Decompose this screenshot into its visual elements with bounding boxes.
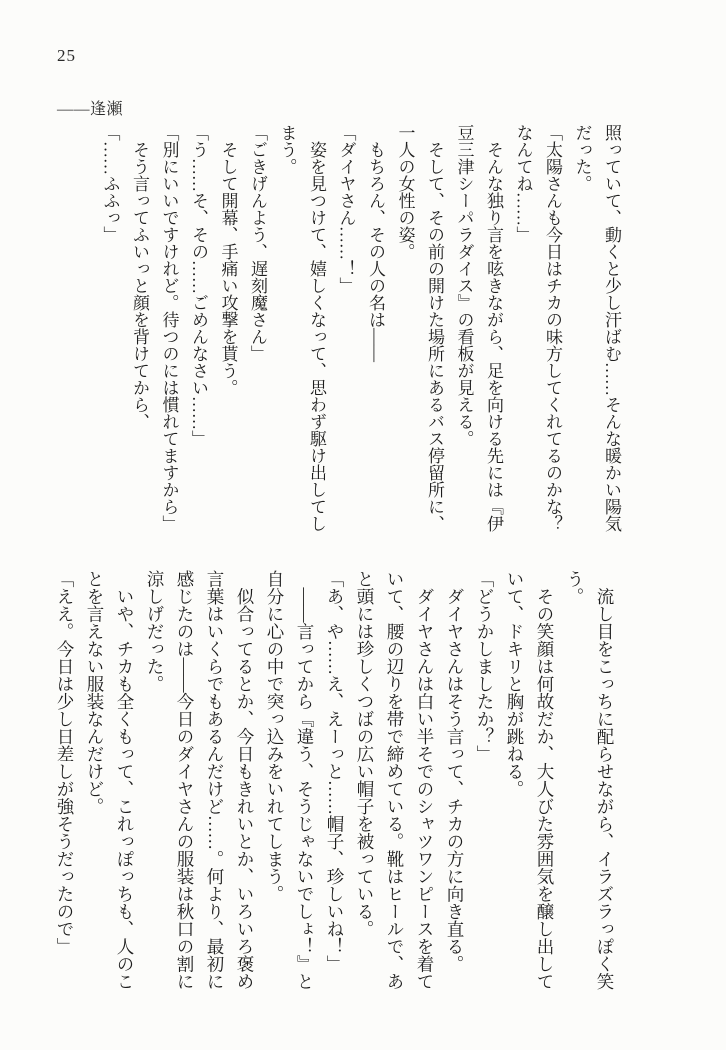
text-line: 「別にいいですけれど。待つのには慣れてますから」 <box>159 124 179 532</box>
text-line: とを言えない服装なんだけど。 <box>85 570 105 815</box>
text-line: 「ごきげんよう、遅刻魔さん」 <box>248 124 267 362</box>
text-line: だった。 <box>572 124 592 192</box>
text-line: いや、チカも全くもって、これっぽっちも、人のこ <box>115 570 135 990</box>
text-block-bottom <box>50 570 620 994</box>
text-line: 姿を見つけて、嬉しくなって、思わず駆け出してし <box>307 124 326 532</box>
text-block-top <box>95 124 626 538</box>
text-line: その笑顔は何故だか、大人びた雰囲気を醸し出して <box>535 570 555 990</box>
text-line: ダイヤさんはそう言って、チカの方に向き直る。 <box>445 570 465 973</box>
text-line: 豆三津シーパラダイス』の看板が見える。 <box>454 124 474 447</box>
page-number: 25 <box>57 46 76 65</box>
text-line: 「太陽さんも今日はチカの味方してくれてるのかな？ <box>543 124 562 532</box>
text-line: 流し目をこっちに配らせながら、イラズラっぽく笑 <box>595 570 615 990</box>
text-line: 照っていて、動くと少し汗ばむ……そんな暖かい陽気 <box>602 124 621 532</box>
text-line: 感じたのは——今日のダイヤさんの服装は秋口の割に <box>175 570 195 990</box>
text-line: そして、その前の開けた場所にあるバス停留所に、 <box>425 124 444 532</box>
text-line: 似合ってるとか、今日もきれいとか、いろいろ褒め <box>235 570 255 990</box>
chapter-marker: ——逢瀬 <box>57 101 124 118</box>
text-line: いて、ドキリと胸が跳ねる。 <box>505 570 525 798</box>
text-line: 一人の女性の姿。 <box>395 124 415 260</box>
text-line: いて、腰の辺りを帯で締めている。靴はヒールで、あ <box>385 570 405 990</box>
text-line: 「あ、や……え、えーっと……帽子、珍しいね！」 <box>325 570 345 973</box>
text-line: 涼しげだった。 <box>145 570 165 693</box>
text-line: 自分に心の中で突っ込みをいれてしまう。 <box>265 570 285 903</box>
text-line: 「どうかしましたか？」 <box>475 570 495 763</box>
text-line: う。 <box>565 570 585 605</box>
page-header <box>57 46 123 119</box>
text-line: そう言ってふいっと顔を背けてから、 <box>130 124 149 430</box>
text-line: 「ええ。今日は少し日差しが強そうだったので」 <box>55 570 75 955</box>
text-line: なんてね……」 <box>513 124 533 243</box>
text-line: ダイヤさんは白い半そでのシャツワンピースを着て <box>415 570 435 990</box>
text-line: と頭には珍しくつばの広い帽子を被っている。 <box>355 570 375 938</box>
text-line: ——言ってから『違う、そうじゃないでしょ！』と <box>295 570 315 990</box>
text-line: 「ダイヤさん……！」 <box>336 124 356 294</box>
text-line: そして開幕、手痛い攻撃を貰う。 <box>218 124 238 396</box>
text-line: 「う……そ、その……ごめんなさい……」 <box>189 124 208 447</box>
text-line: もちろん、その人の名は—— <box>366 124 385 362</box>
text-line: そんな独り言を呟きながら、足を向ける先には『伊 <box>484 124 503 532</box>
text-line: まう。 <box>277 124 297 175</box>
text-line: 「……ふふっ」 <box>100 124 120 243</box>
text-line: 言葉はいくらでもあるんだけど……。何より、最初に <box>205 570 225 990</box>
